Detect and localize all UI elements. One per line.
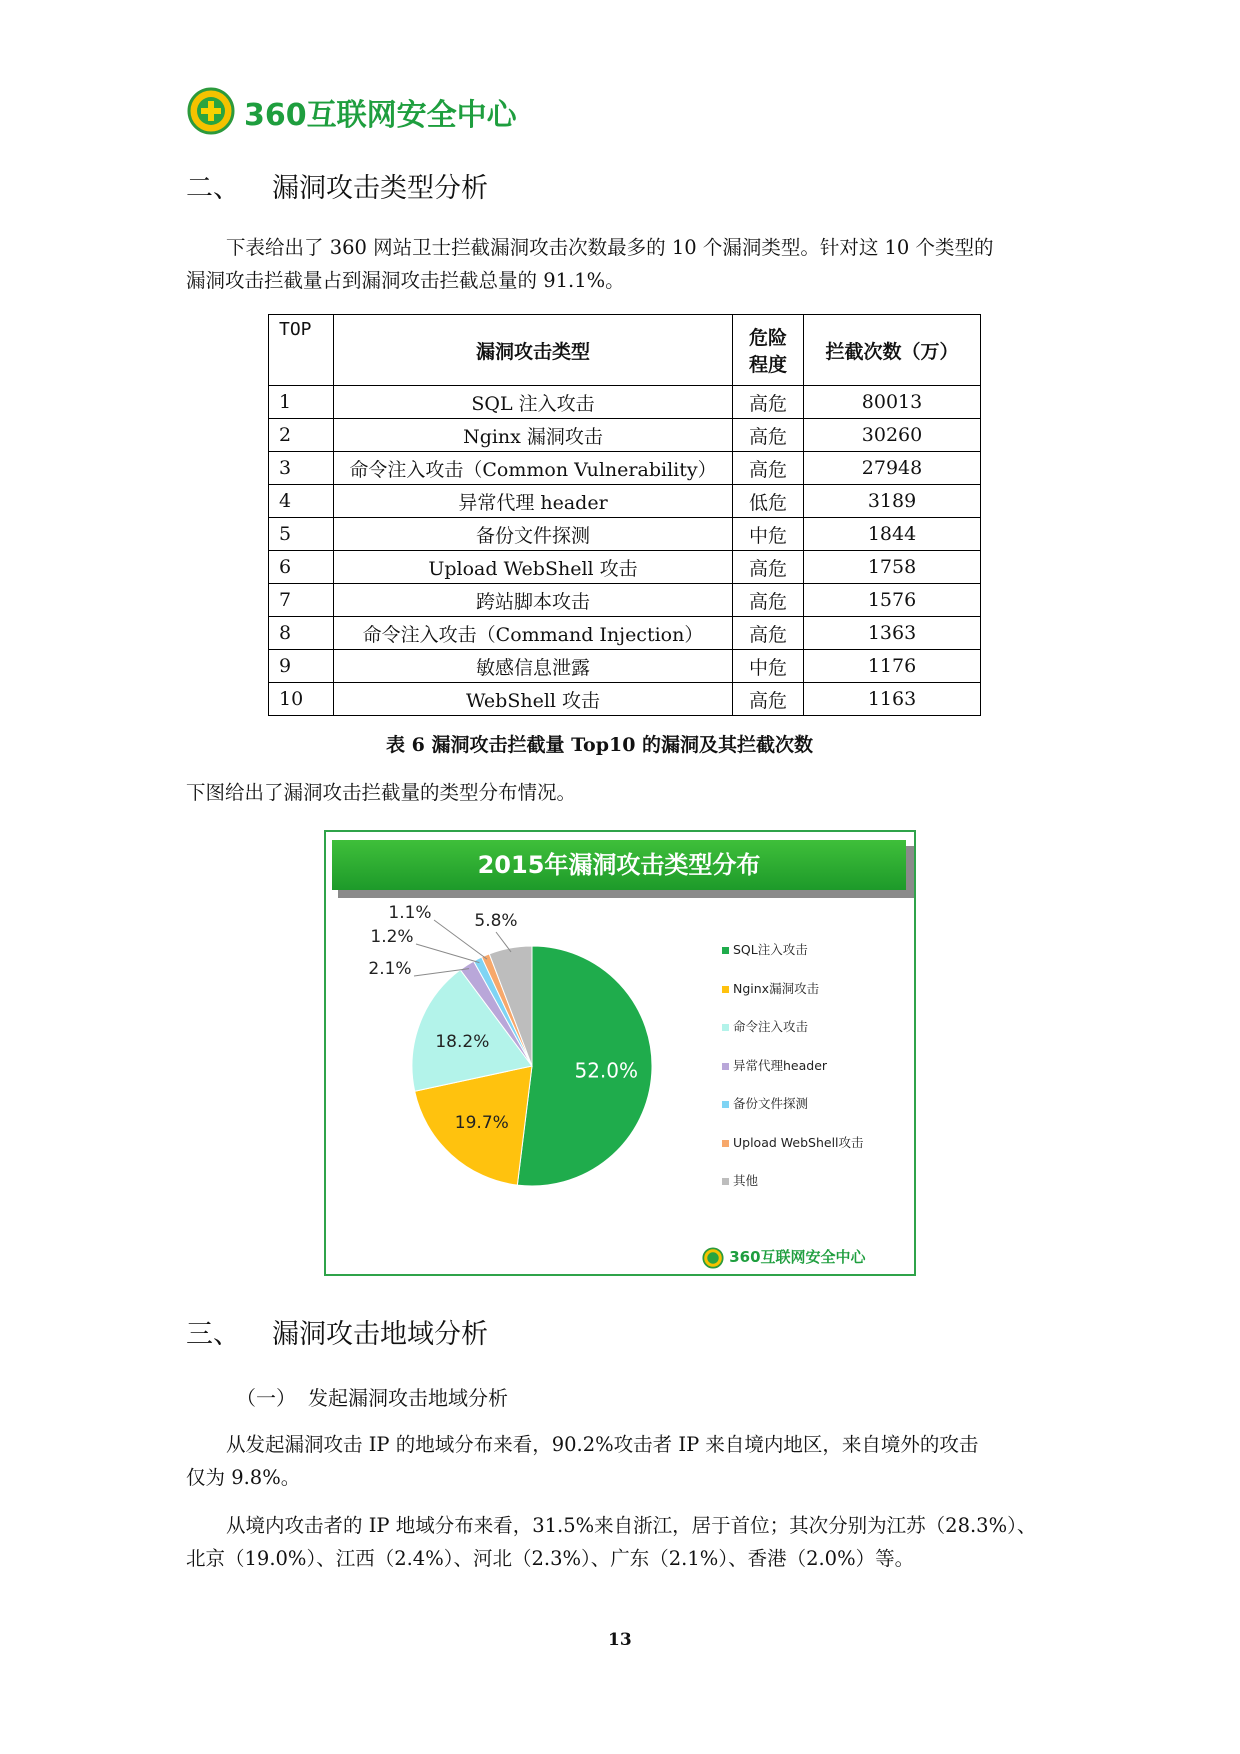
cell-type: Upload WebShell 攻击 [334, 551, 733, 584]
table-row [269, 551, 981, 584]
cell-rank: 6 [269, 551, 334, 584]
legend-label: 异常代理header [733, 1057, 828, 1073]
legend-item [722, 1133, 864, 1151]
body-line: 从发起漏洞攻击 IP 的地域分布来看，90.2%攻击者 IP 来自境内地区，来自境外的攻击 [226, 1433, 979, 1456]
legend-item [722, 1171, 758, 1189]
pie-data-label: 19.7% [454, 1112, 509, 1133]
chart-title: 2015年漏洞攻击类型分布 [477, 851, 761, 879]
cell-type: SQL 注入攻击 [334, 386, 733, 419]
legend-label: SQL注入攻击 [733, 942, 808, 957]
subsection-number: （一） [236, 1386, 296, 1410]
cell-type: 命令注入攻击（Command Injection） [334, 617, 733, 650]
cell-rank: 8 [269, 617, 334, 650]
table-row [269, 386, 981, 419]
body-line: 北京（19.0%）、江西（2.4%）、河北（2.3%）、广东（2.1%）、香港（2.0%）等。 [186, 1547, 915, 1570]
pie-data-label: 1.2% [370, 927, 414, 947]
legend-swatch [722, 1024, 729, 1031]
table-row [269, 419, 981, 452]
cell-type: 敏感信息泄露 [334, 650, 733, 683]
pie-data-label: 18.2% [435, 1031, 490, 1052]
pie-chart-panel [324, 830, 916, 1276]
cell-count: 1576 [804, 584, 981, 617]
legend-swatch [722, 986, 729, 993]
header-risk [733, 315, 804, 386]
cell-rank: 10 [269, 683, 334, 716]
cell-count: 27948 [804, 452, 981, 485]
header-type: 漏洞攻击类型 [334, 315, 733, 386]
legend-label: 其他 [733, 1173, 759, 1188]
table-row [269, 518, 981, 551]
table-row [269, 584, 981, 617]
cell-rank: 7 [269, 584, 334, 617]
body-paragraph [186, 1509, 1056, 1575]
header-top: TOP [269, 315, 334, 386]
legend-item [722, 940, 808, 958]
legend-item [722, 1017, 808, 1035]
page-number: 13 [608, 1630, 632, 1650]
legend-item [722, 1094, 808, 1112]
table-row [269, 650, 981, 683]
cell-type: 备份文件探测 [334, 518, 733, 551]
cell-risk: 高危 [733, 584, 804, 617]
cell-count: 1363 [804, 617, 981, 650]
cell-type: 命令注入攻击（Common Vulnerability） [334, 452, 733, 485]
body-paragraph [186, 1428, 1056, 1494]
section-number: 二、 [186, 173, 240, 204]
cell-rank: 4 [269, 485, 334, 518]
360-shield-icon [702, 1247, 724, 1269]
header-logo [186, 86, 566, 138]
cell-type: WebShell 攻击 [334, 683, 733, 716]
cell-type: 跨站脚本攻击 [334, 584, 733, 617]
cell-rank: 3 [269, 452, 334, 485]
pie-data-label: 2.1% [368, 959, 412, 979]
cell-count: 1176 [804, 650, 981, 683]
legend-item [722, 1056, 827, 1074]
subsection-heading [236, 1382, 508, 1411]
legend-swatch [722, 1101, 729, 1108]
360-shield-icon [186, 86, 236, 136]
table-row [269, 617, 981, 650]
table-row [269, 683, 981, 716]
cell-risk: 中危 [733, 518, 804, 551]
cell-risk: 中危 [733, 650, 804, 683]
legend-swatch [722, 947, 729, 954]
section-heading [186, 166, 488, 205]
chart-footer-logo [702, 1246, 866, 1269]
legend-swatch [722, 1178, 729, 1185]
cell-risk: 低危 [733, 485, 804, 518]
pie-data-label: 52.0% [574, 1058, 639, 1083]
legend-label: Upload WebShell攻击 [733, 1134, 864, 1150]
cell-risk: 高危 [733, 617, 804, 650]
intro-line: 下表给出了 360 网站卫士拦截漏洞攻击次数最多的 10 个漏洞类型。针对这 10 个类型的 [226, 236, 994, 259]
cell-rank: 5 [269, 518, 334, 551]
cell-rank: 9 [269, 650, 334, 683]
chart-intro: 下图给出了漏洞攻击拦截量的类型分布情况。 [186, 781, 577, 804]
body-line: 从境内攻击者的 IP 地域分布来看，31.5%来自浙江，居于首位；其次分别为江苏（28.3%）、 [226, 1514, 1037, 1537]
legend-label: 命令注入攻击 [733, 1019, 809, 1034]
cell-risk: 高危 [733, 386, 804, 419]
cell-risk: 高危 [733, 551, 804, 584]
legend-swatch [722, 1063, 729, 1070]
table-row [269, 485, 981, 518]
cell-count: 1758 [804, 551, 981, 584]
table-row [269, 452, 981, 485]
cell-rank: 1 [269, 386, 334, 419]
table-caption: 表 6 漏洞攻击拦截量 Top10 的漏洞及其拦截次数 [386, 734, 814, 756]
vulnerability-table [268, 314, 981, 716]
section-number: 三、 [186, 1319, 240, 1350]
intro-line: 漏洞攻击拦截量占到漏洞攻击拦截总量的 91.1%。 [186, 269, 625, 292]
cell-type: Nginx 漏洞攻击 [334, 419, 733, 452]
legend-swatch [722, 1140, 729, 1147]
legend-item [722, 979, 819, 997]
cell-count: 30260 [804, 419, 981, 452]
cell-count: 1163 [804, 683, 981, 716]
cell-type: 异常代理 header [334, 485, 733, 518]
section-title: 漏洞攻击地域分析 [272, 1319, 488, 1350]
pie-data-label: 5.8% [474, 911, 518, 931]
cell-count: 3189 [804, 485, 981, 518]
legend-label: 备份文件探测 [733, 1096, 809, 1111]
section-heading [186, 1312, 488, 1351]
cell-count: 1844 [804, 518, 981, 551]
pie-data-label: 1.1% [388, 903, 432, 923]
header-risk-line1: 危险 [748, 327, 787, 349]
cell-count: 80013 [804, 386, 981, 419]
body-line: 仅为 9.8%。 [186, 1466, 301, 1489]
subsection-title: 发起漏洞攻击地域分析 [308, 1386, 508, 1410]
header-risk-line2: 程度 [748, 354, 787, 376]
cell-risk: 高危 [733, 683, 804, 716]
section-title: 漏洞攻击类型分析 [272, 173, 488, 204]
cell-risk: 高危 [733, 419, 804, 452]
cell-risk: 高危 [733, 452, 804, 485]
cell-rank: 2 [269, 419, 334, 452]
table-header-row [269, 315, 981, 386]
pie-chart [326, 832, 914, 1274]
legend-label: Nginx漏洞攻击 [733, 980, 820, 996]
logo-text: 360互联网安全中心 [244, 98, 517, 133]
chart-footer-logo-text: 360互联网安全中心 [729, 1248, 866, 1266]
header-count: 拦截次数（万） [804, 315, 981, 386]
intro-paragraph [186, 231, 1056, 297]
